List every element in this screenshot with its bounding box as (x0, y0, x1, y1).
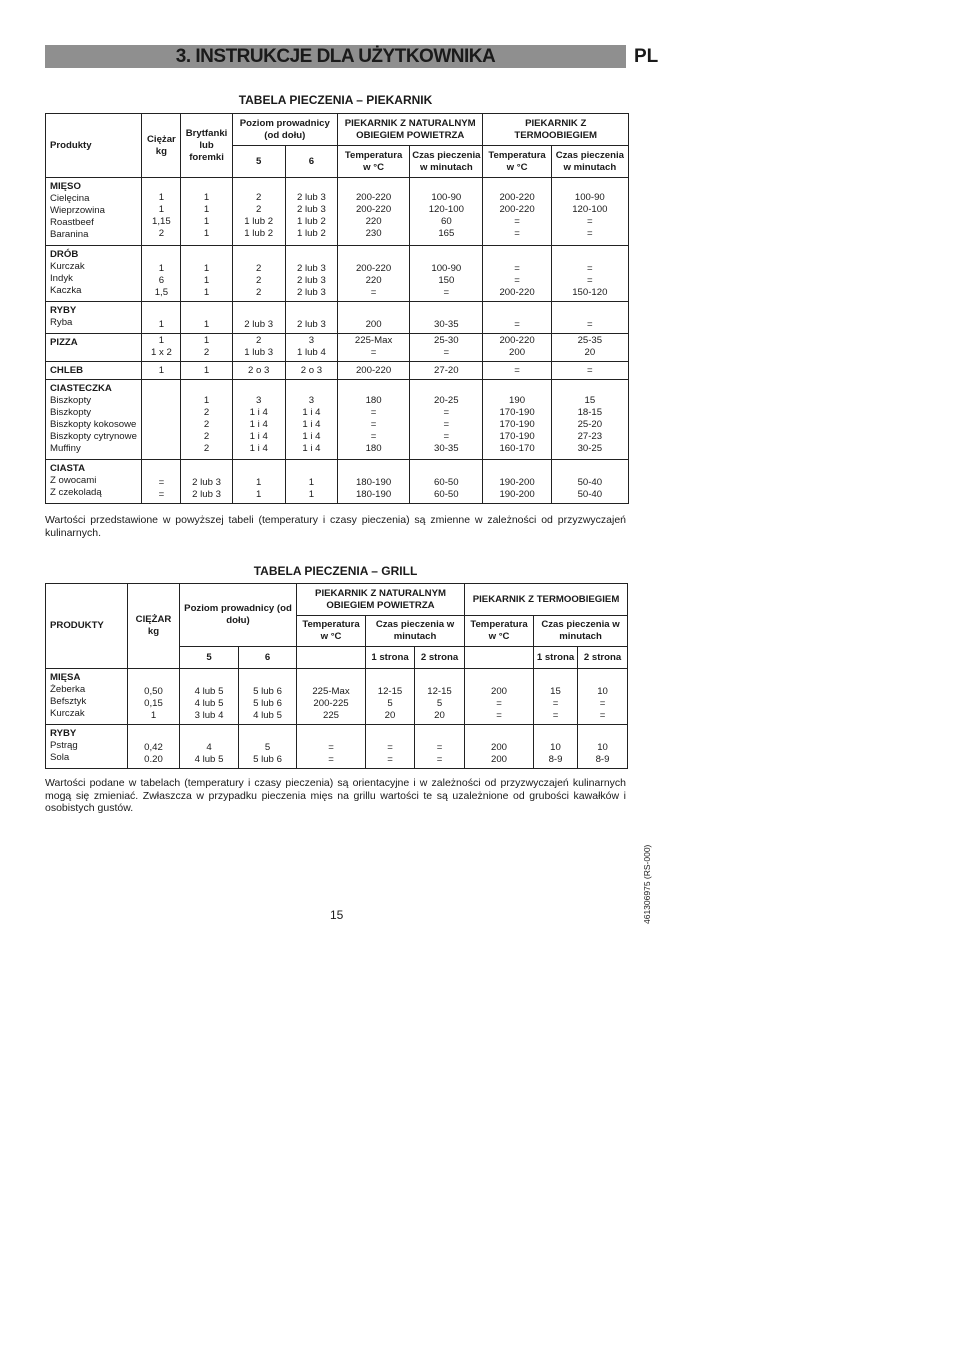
nat-temp-cell-text: 225-Max 200-225 225 (312, 686, 350, 721)
fan-side-2-cell-text: 10 = = (597, 686, 608, 721)
nat-temp-cell-text: 180-190 180-190 (355, 477, 392, 500)
table-row (46, 334, 629, 362)
col-header-side-1-fan: 1 strona (534, 647, 578, 669)
nat-time-cell (410, 380, 483, 460)
nat-temp-cell (337, 460, 409, 504)
pans-cell-text: 1 1 1 1 (203, 192, 210, 239)
col-header-fan-oven: PIEKARNIK Z TERMOOBIEGIEM (483, 114, 629, 146)
fan-side-1-cell (534, 725, 578, 769)
nat-side-1-cell-text: 12-15 5 20 (377, 686, 403, 721)
fan-temp-cell-text: = (514, 364, 520, 376)
grill-note: Wartości podane w tabelach (temperatury i czasy pieczenia) są orientacyjne i w zależności od przyzwyczajeń kulinarnych mogą się zmieniać. Zwłaszcza w przypadku pieczenia mięs na grillu wartości te są uzależnione od grubości kawałków i osobistych gustów. (45, 777, 626, 814)
fan-side-2-cell (578, 669, 628, 725)
fan-temp-cell (465, 669, 534, 725)
fan-time-cell (551, 246, 628, 302)
fan-side-2-cell (578, 725, 628, 769)
product-category: MIĘSO (50, 181, 81, 192)
product-cell (46, 725, 128, 769)
product-items: Pstrąg Sola (50, 740, 78, 763)
product-category: CIASTECZKA (50, 383, 112, 394)
nat-time-cell (410, 362, 483, 380)
fan-temp-cell-text: 190 170-190 170-190 170-190 160-170 (499, 395, 535, 454)
product-items: Cielęcina Wieprzowina Roastbeef Baranina (50, 193, 105, 240)
nat-temp-cell (337, 302, 409, 334)
level-6-cell (239, 669, 297, 725)
col-header-level-5: 5 (232, 146, 285, 178)
col-header-natural-oven: PIEKARNIK Z NATURALNYM OBIEGIEM POWIETRZA (297, 584, 465, 616)
level-6-cell (285, 246, 337, 302)
oven-note: Wartości przedstawione w powyższej tabeli (temperatury i czasy pieczenia) są zmienne w zależności od przyzwyczajeń kulinarnych. (45, 514, 626, 539)
nat-time-cell-text: 100-90 120-100 60 165 (428, 192, 464, 239)
nat-side-2-cell (415, 669, 465, 725)
product-items: Ryba (50, 317, 73, 328)
level-6-cell (285, 380, 337, 460)
pans-cell (181, 302, 232, 334)
level-6-cell-text: 2 lub 3 2 lub 3 1 lub 2 1 lub 2 (296, 192, 326, 239)
language-code: PL (634, 46, 659, 67)
fan-temp-cell-text: 200-220 200-220 = = (499, 192, 535, 239)
nat-time-cell (410, 302, 483, 334)
weight-cell (142, 460, 181, 504)
col-header-temperature: Temperatura w °C (337, 146, 409, 178)
level-6-cell-text: 3 1 lub 4 (296, 335, 326, 358)
product-cell (46, 334, 142, 362)
nat-time-cell (410, 246, 483, 302)
fan-time-cell (551, 178, 628, 246)
weight-cell (142, 302, 181, 334)
level-5-cell-text: 2 1 lub 3 (244, 335, 274, 358)
level-6-cell (285, 178, 337, 246)
fan-side-1-cell (534, 669, 578, 725)
oven-table-caption: TABELA PIECZENIA – PIEKARNIK (238, 93, 433, 107)
weight-cell (142, 380, 181, 460)
fan-temp-cell (483, 334, 551, 362)
product-cell (46, 460, 142, 504)
fan-time-cell-text: 25-35 20 (577, 335, 603, 358)
table-row (46, 362, 629, 380)
col-header-side-2: 2 strona (415, 647, 465, 669)
col-header-shelf-level: Poziom prowadnicy (od dołu) (180, 584, 297, 647)
nat-side-1-cell (366, 725, 415, 769)
product-items: Biszkopty Biszkopty Biszkopty kokosowe Biszkopty cytrynowe Muffiny (50, 395, 137, 454)
fan-time-cell-text: 50-40 50-40 (577, 477, 603, 500)
level-5-cell (232, 178, 285, 246)
table-row (46, 178, 629, 246)
level-6-cell-text: 2 lub 3 (296, 319, 326, 330)
weight-cell (142, 246, 181, 302)
table-row (46, 246, 629, 302)
level-5-cell (232, 362, 285, 380)
col-header-temperature-fan: Temperatura w °C (465, 616, 534, 647)
table-row (46, 380, 629, 460)
nat-time-cell (410, 334, 483, 362)
level-6-cell-text: 3 1 i 4 1 i 4 1 i 4 1 i 4 (302, 395, 321, 454)
grill-table-caption: TABELA PIECZENIA – GRILL (253, 564, 418, 578)
weight-cell (128, 669, 180, 725)
nat-time-cell-text: 20-25 = = = 30-35 (434, 395, 459, 454)
product-category: CHLEB (50, 365, 84, 376)
fan-temp-cell (465, 725, 534, 769)
col-header-level-6: 6 (239, 647, 297, 669)
nat-temp-cell (337, 334, 409, 362)
nat-temp-cell-text: 225-Max = (354, 335, 393, 358)
nat-temp-cell-text: 200-220 (355, 364, 392, 376)
pans-cell (181, 246, 232, 302)
pans-cell (181, 362, 232, 380)
col-header-fan-oven: PIEKARNIK Z TERMOOBIEGIEM (465, 584, 628, 616)
weight-cell (142, 178, 181, 246)
col-header-side-1: 1 strona (366, 647, 415, 669)
table-row (46, 669, 628, 725)
col-header-products: Produkty (46, 114, 142, 178)
col-header-time: Czas pieczenia w minutach (410, 146, 483, 178)
fan-time-cell (551, 380, 628, 460)
nat-temp-cell-text: 180 = = = 180 (365, 395, 382, 454)
weight-cell-text: 0,42 0.20 (144, 742, 163, 765)
col-header-side-2-fan: 2 strona (578, 647, 628, 669)
fan-time-cell-text: = (587, 364, 593, 376)
nat-side-2-cell-text: 12-15 5 20 (427, 686, 452, 721)
level-6-cell-text: 5 5 lub 6 (253, 742, 282, 765)
col-header-time: Czas pieczenia w minutach (366, 616, 465, 647)
weight-cell-text: = = (158, 477, 165, 500)
level-5-cell-text: 2 2 1 lub 2 1 lub 2 (244, 192, 274, 239)
fan-time-cell (551, 460, 628, 504)
product-category: RYBY (50, 305, 77, 316)
fan-time-cell-text: = = 150-120 (572, 263, 608, 298)
level-6-cell-text: 2 o 3 (300, 364, 323, 376)
product-category: CIASTA (50, 463, 85, 474)
fan-temp-cell (483, 460, 551, 504)
nat-time-cell (410, 460, 483, 504)
fan-side-2-cell-text: 10 8-9 (595, 742, 610, 765)
pans-cell-text: 1 (203, 364, 210, 376)
level-5-cell-text: 2 o 3 (248, 364, 270, 376)
fan-temp-cell-text: 190-200 190-200 (499, 477, 535, 500)
level-5-cell (232, 380, 285, 460)
fan-side-1-cell-text: 15 = = (550, 686, 561, 721)
nat-temp-cell-text: 200 (365, 319, 382, 330)
pans-cell (181, 178, 232, 246)
weight-cell-text: 0,50 0,15 1 (144, 686, 163, 721)
level-5-cell (232, 334, 285, 362)
col-header-pans: Brytfanki lub foremki (181, 114, 232, 178)
nat-time-cell (410, 178, 483, 246)
nat-temp-cell (337, 380, 409, 460)
nat-side-1-cell-text: = = (387, 742, 393, 765)
table-row (46, 302, 629, 334)
level-6-cell (285, 362, 337, 380)
fan-temp-cell (483, 178, 551, 246)
fan-time-cell-text: 15 18-15 25-20 27-23 30-25 (577, 395, 603, 454)
pans-cell-text: 1 2 2 2 2 (203, 395, 210, 454)
level-6-cell (285, 302, 337, 334)
product-cell (46, 178, 142, 246)
weight-cell-text: 1 6 1,5 (154, 263, 169, 298)
level-6-cell-text: 2 lub 3 2 lub 3 2 lub 3 (296, 263, 326, 298)
level-5-cell-text: 4 lub 5 4 lub 5 3 lub 4 (194, 686, 224, 721)
level-5-cell (232, 302, 285, 334)
col-header-natural-oven: PIEKARNIK Z NATURALNYM OBIEGIEM POWIETRZA (337, 114, 482, 146)
level-6-cell-text: 1 1 (308, 477, 315, 500)
fan-temp-cell (483, 302, 551, 334)
table-row (46, 460, 629, 504)
level-6-cell (285, 334, 337, 362)
weight-cell-text: 1 1 x 2 (150, 335, 172, 358)
pans-cell (181, 460, 232, 504)
nat-side-2-cell-text: = = (436, 742, 443, 765)
level-6-cell (285, 460, 337, 504)
col-header-time-fan: Czas pieczenia w minutach (551, 146, 628, 178)
level-5-cell-text: 4 4 lub 5 (194, 742, 224, 765)
nat-temp-cell (337, 178, 409, 246)
col-header-blank (465, 647, 534, 669)
product-category: RYBY (50, 728, 77, 739)
nat-temp-cell-text: = = (328, 742, 334, 765)
level-5-cell (232, 246, 285, 302)
product-items: Kurczak Indyk Kaczka (50, 261, 85, 296)
product-items: Żeberka Befsztyk Kurczak (50, 684, 87, 719)
pans-cell-text: 1 1 1 (203, 263, 210, 298)
nat-time-cell-text: 25-30 = (434, 335, 459, 358)
pans-cell-text: 1 2 (203, 335, 210, 358)
nat-temp-cell-text: 200-220 200-220 220 230 (355, 192, 392, 239)
level-5-cell (180, 669, 239, 725)
fan-time-cell-text: = (587, 319, 593, 330)
col-header-time-fan: Czas pieczenia w minutach (534, 616, 628, 647)
product-category: MIĘSA (50, 672, 81, 683)
col-header-level-5: 5 (180, 647, 239, 669)
oven-table (45, 113, 629, 504)
fan-temp-cell-text: 200 = = (491, 686, 508, 721)
pans-cell (181, 380, 232, 460)
fan-time-cell (551, 362, 628, 380)
level-6-cell-text: 5 lub 6 5 lub 6 4 lub 5 (253, 686, 282, 721)
document-reference: 461306975 (RS-000) (642, 844, 652, 924)
product-cell (46, 246, 142, 302)
fan-temp-cell (483, 380, 551, 460)
fan-time-cell (551, 302, 628, 334)
nat-time-cell-text: 60-50 60-50 (434, 477, 459, 500)
product-category: DRÓB (50, 249, 79, 260)
col-header-shelf-level: Poziom prowadnicy (od dołu) (232, 114, 337, 146)
level-5-cell (232, 460, 285, 504)
pans-cell (181, 334, 232, 362)
product-cell (46, 302, 142, 334)
weight-cell-text: 1 1 1,15 2 (152, 192, 171, 239)
level-5-cell-text: 1 1 (256, 477, 262, 500)
nat-temp-cell-text: 200-220 220 = (355, 263, 392, 298)
weight-cell-text: 1 (158, 364, 165, 376)
nat-temp-cell (297, 725, 366, 769)
page-title: 3. INSTRUKCJE DLA UŻYTKOWNIKA (175, 46, 496, 67)
product-cell (46, 669, 128, 725)
pans-cell-text: 2 lub 3 2 lub 3 (192, 477, 221, 500)
level-5-cell-text: 2 2 2 (256, 263, 262, 298)
col-header-level-6: 6 (285, 146, 337, 178)
fan-temp-cell-text: = = 200-220 (499, 263, 535, 298)
nat-time-cell-text: 100-90 150 = (431, 263, 462, 298)
col-header-products: PRODUKTY (46, 584, 128, 669)
level-5-cell-text: 3 1 i 4 1 i 4 1 i 4 1 i 4 (249, 395, 268, 454)
product-cell (46, 362, 142, 380)
level-5-cell-text: 2 lub 3 (244, 319, 274, 330)
nat-time-cell-text: 27-20 (434, 364, 459, 376)
product-cell (46, 380, 142, 460)
weight-cell (142, 334, 181, 362)
fan-temp-cell (483, 246, 551, 302)
col-header-temperature-fan: Temperatura w °C (483, 146, 551, 178)
fan-time-cell (551, 334, 628, 362)
col-header-temperature: Temperatura w °C (297, 616, 366, 647)
fan-side-1-cell-text: 10 8-9 (548, 742, 563, 765)
grill-table (45, 583, 628, 769)
nat-time-cell-text: 30-35 (434, 319, 459, 330)
level-6-cell (239, 725, 297, 769)
table-row (46, 725, 628, 769)
level-5-cell (180, 725, 239, 769)
page-number: 15 (330, 908, 344, 922)
nat-temp-cell (337, 246, 409, 302)
fan-temp-cell-text: 200-220 200 (499, 335, 535, 358)
nat-side-2-cell (415, 725, 465, 769)
nat-temp-cell (297, 669, 366, 725)
product-category: PIZZA (50, 337, 78, 348)
pans-cell-text: 1 (203, 319, 210, 330)
col-header-blank (297, 647, 366, 669)
weight-cell-text: 1 (158, 319, 165, 330)
nat-side-1-cell (366, 669, 415, 725)
col-header-weight: CIĘŻAR kg (128, 584, 180, 669)
weight-cell (128, 725, 180, 769)
nat-temp-cell (337, 362, 409, 380)
product-items: Z owocami Z czekoladą (50, 475, 102, 498)
col-header-weight: Ciężar kg (142, 114, 181, 178)
fan-temp-cell-text: 200 200 (491, 742, 508, 765)
fan-time-cell-text: 100-90 120-100 = = (572, 192, 608, 239)
fan-temp-cell-text: = (514, 319, 520, 330)
fan-temp-cell (483, 362, 551, 380)
weight-cell (142, 362, 181, 380)
